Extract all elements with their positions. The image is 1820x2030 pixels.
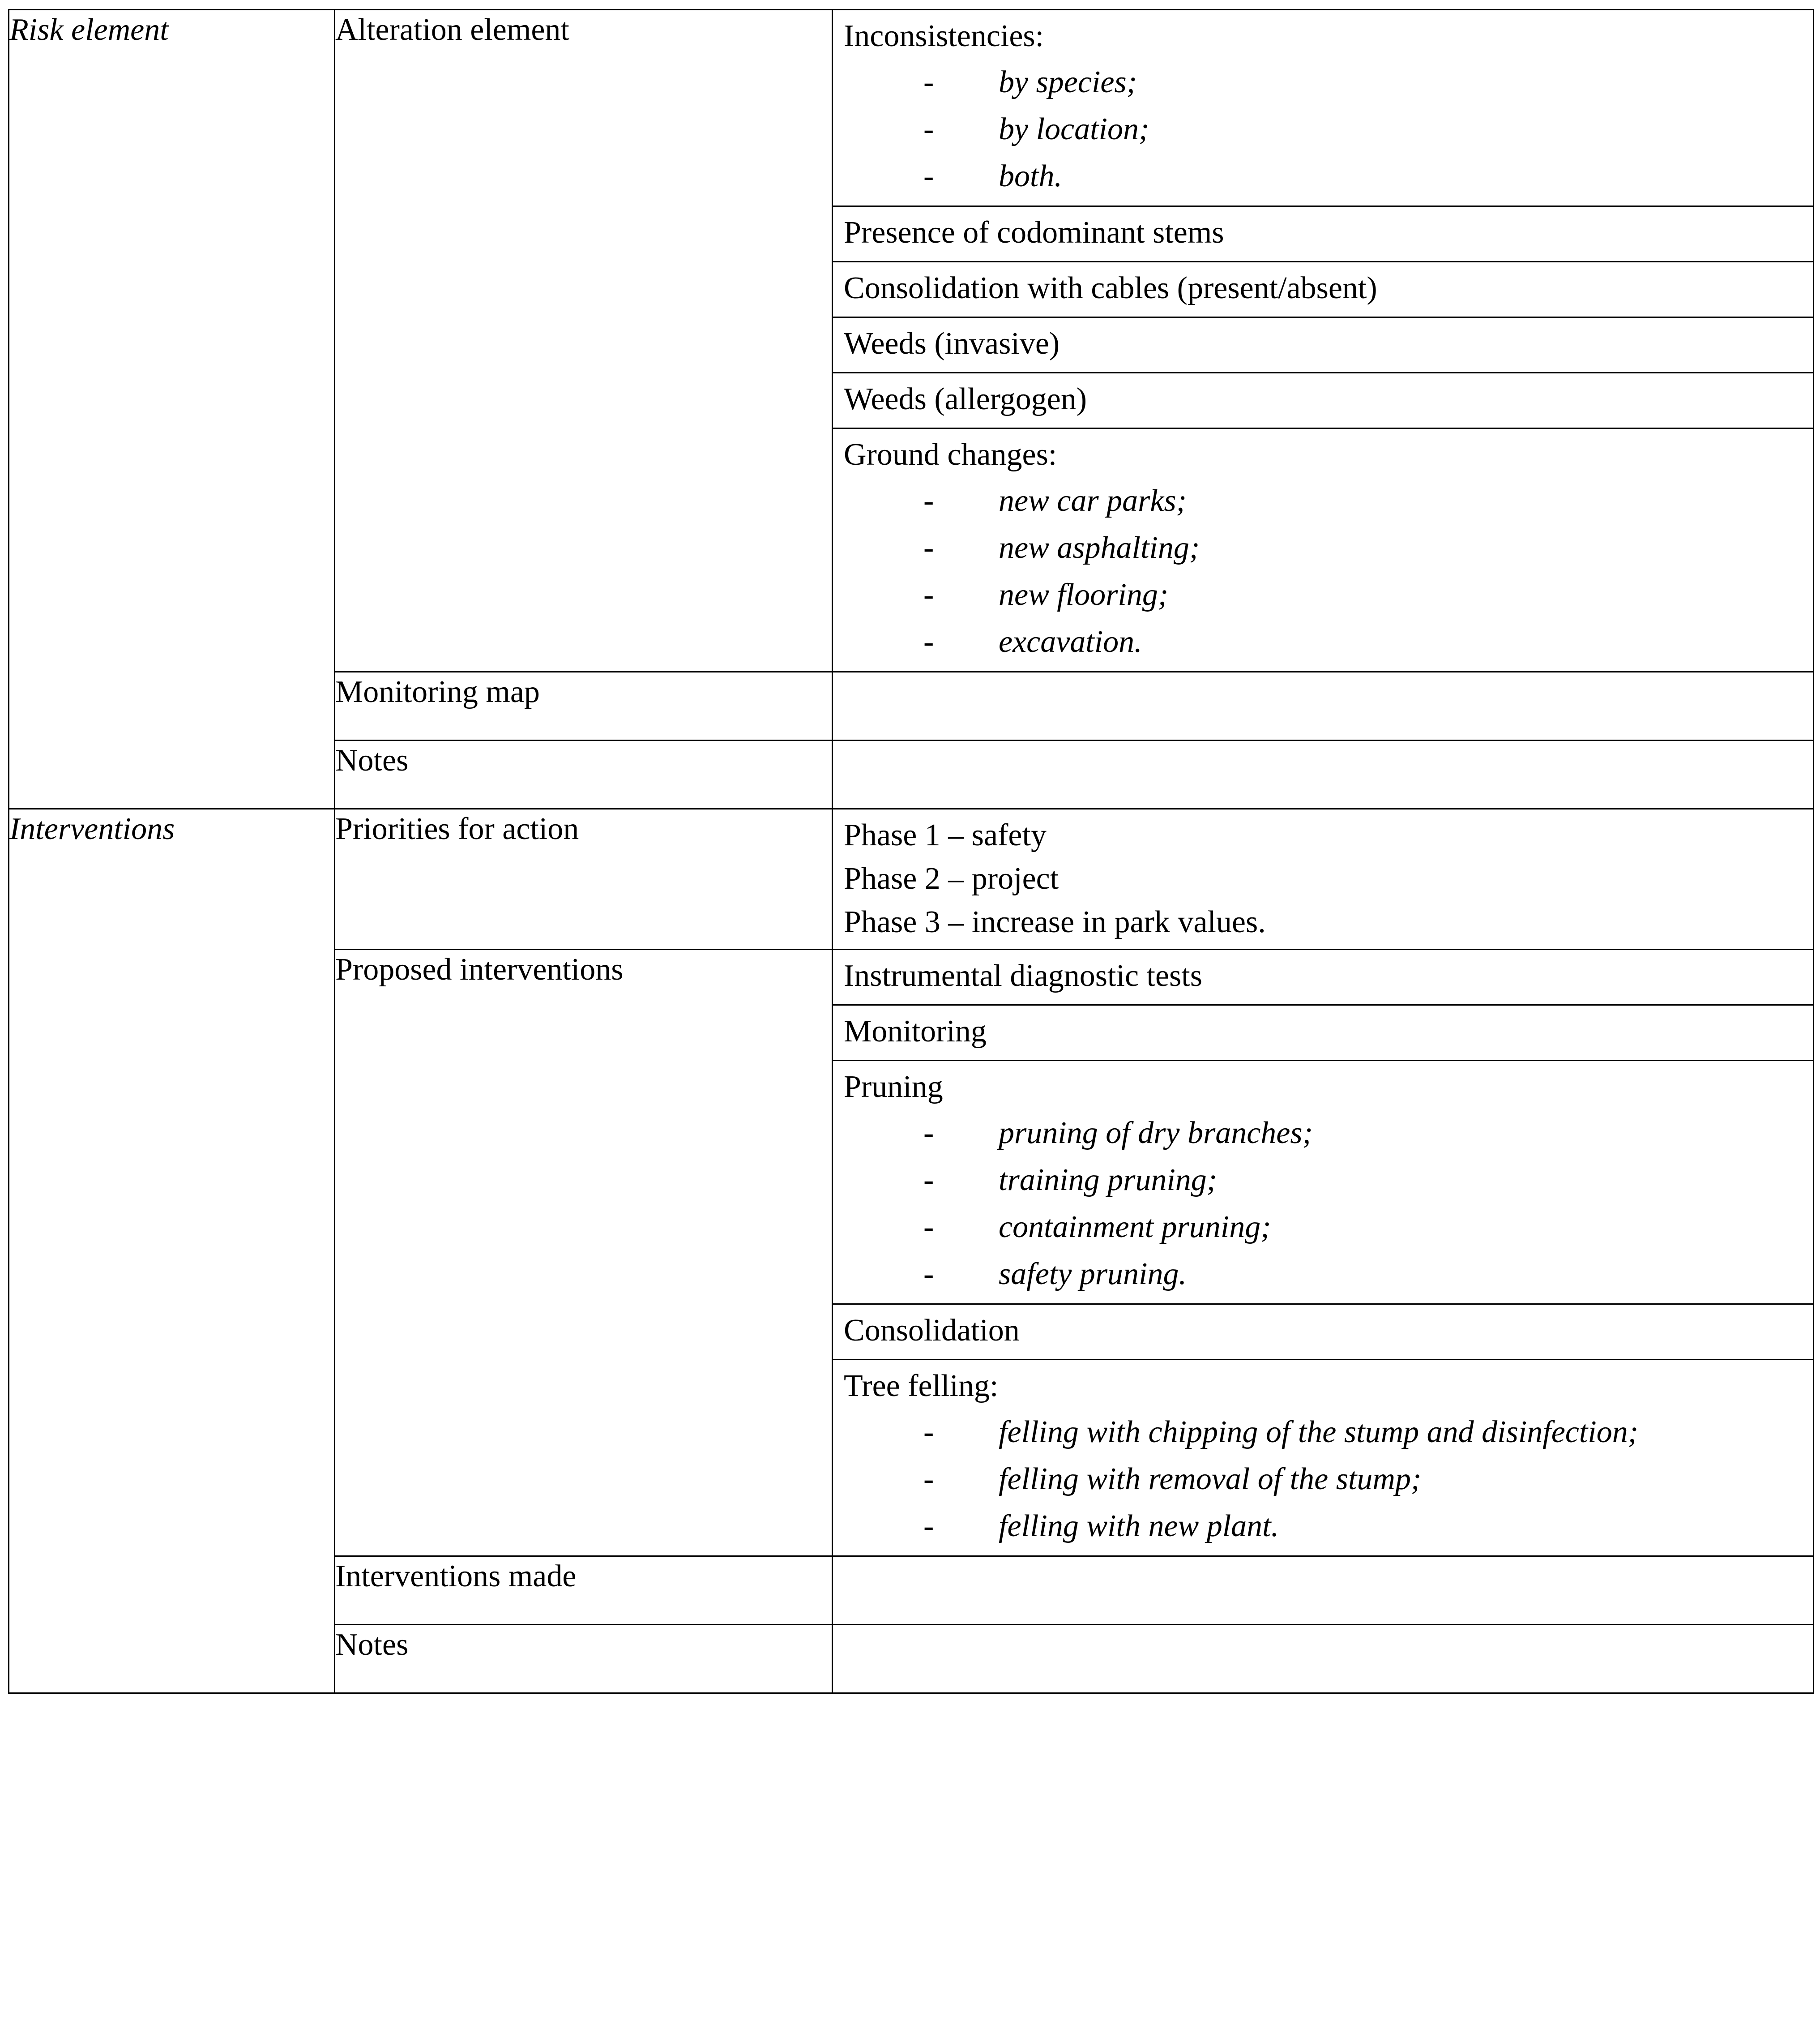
list-item-text: felling with removal of the stump; xyxy=(999,1462,1422,1496)
phase-line: Phase 2 – project xyxy=(844,861,1059,896)
block-title: Ground changes: xyxy=(844,437,1057,472)
block-row-monitoring xyxy=(833,1005,1813,1061)
block-title: Pruning xyxy=(844,1070,943,1104)
block-ground-changes xyxy=(833,429,1813,671)
phase-line: Phase 3 – increase in park values. xyxy=(844,905,1266,939)
list-item-text: safety pruning. xyxy=(999,1257,1187,1291)
field-label-alteration-element: Alteration element xyxy=(335,10,833,672)
dash-marker-icon: - xyxy=(923,578,934,612)
block-row-codominant-stems xyxy=(833,206,1813,262)
list-item-text: by species; xyxy=(999,65,1137,99)
dash-marker-icon: - xyxy=(923,112,934,146)
category-label-interventions: Interventions xyxy=(9,809,335,1693)
list-item xyxy=(844,1254,1805,1294)
value-cell-priorities-for-action xyxy=(833,809,1814,950)
field-label-monitoring-map: Monitoring map xyxy=(335,672,833,741)
list-item-text: felling with chipping of the stump and disinfection; xyxy=(999,1415,1639,1449)
block-weeds-allergogen xyxy=(833,373,1813,428)
block-title: Presence of codominant stems xyxy=(844,215,1224,250)
list-item-text: new asphalting; xyxy=(999,531,1200,565)
dash-marker-icon: - xyxy=(923,1210,934,1244)
value-cell-proposed-interventions xyxy=(833,950,1814,1556)
field-label-proposed-interventions: Proposed interventions xyxy=(335,950,833,1556)
value-cell-notes-risk[interactable] xyxy=(833,741,1814,809)
dash-marker-icon: - xyxy=(923,1462,934,1496)
bullet-list-tree-felling xyxy=(844,1412,1805,1546)
block-tree-felling xyxy=(833,1360,1813,1555)
list-item-text: excavation. xyxy=(999,625,1142,659)
block-row-ground-changes xyxy=(833,428,1813,672)
list-item xyxy=(844,527,1805,568)
list-item-text: both. xyxy=(999,159,1062,193)
dash-marker-icon: - xyxy=(923,531,934,565)
list-item xyxy=(844,1506,1805,1546)
block-inconsistencies xyxy=(833,10,1813,206)
value-cell-interventions-made[interactable] xyxy=(833,1556,1814,1625)
list-item xyxy=(844,109,1805,150)
list-item xyxy=(844,480,1805,521)
field-label-notes-risk: Notes xyxy=(335,741,833,809)
block-consolidation xyxy=(833,1305,1813,1359)
list-item-text: by location; xyxy=(999,112,1149,146)
value-cell-alteration-element xyxy=(833,10,1814,672)
list-item-text: new car parks; xyxy=(999,484,1187,518)
block-instrumental-diagnostic-tests xyxy=(833,950,1813,1004)
bullet-list-ground-changes xyxy=(844,480,1805,662)
list-item xyxy=(844,1412,1805,1452)
dash-marker-icon: - xyxy=(923,159,934,193)
block-row-instrumental-diagnostic-tests xyxy=(833,950,1813,1005)
dash-marker-icon: - xyxy=(923,1257,934,1291)
risk-assessment-table xyxy=(8,9,1814,1694)
block-row-weeds-allergogen xyxy=(833,373,1813,428)
bullet-list-inconsistencies xyxy=(844,62,1805,197)
block-consolidation-cables xyxy=(833,262,1813,317)
dash-marker-icon: - xyxy=(923,1116,934,1150)
block-row-inconsistencies xyxy=(833,10,1813,206)
list-item xyxy=(844,1113,1805,1153)
dash-marker-icon: - xyxy=(923,484,934,518)
field-label-interventions-made: Interventions made xyxy=(335,1556,833,1625)
block-title: Instrumental diagnostic tests xyxy=(844,959,1202,993)
block-row-pruning xyxy=(833,1061,1813,1304)
value-cell-notes-interventions[interactable] xyxy=(833,1625,1814,1693)
block-weeds-invasive xyxy=(833,318,1813,372)
dash-marker-icon: - xyxy=(923,1163,934,1197)
list-item xyxy=(844,574,1805,615)
block-pruning xyxy=(833,1061,1813,1303)
dash-marker-icon: - xyxy=(923,65,934,99)
proposed-interventions-blocks xyxy=(833,950,1813,1555)
table-row xyxy=(9,10,1814,672)
list-item xyxy=(844,1459,1805,1499)
block-title: Tree felling: xyxy=(844,1369,999,1403)
list-item xyxy=(844,621,1805,662)
block-title: Monitoring xyxy=(844,1014,987,1049)
value-cell-monitoring-map[interactable] xyxy=(833,672,1814,741)
block-row-weeds-invasive xyxy=(833,317,1813,373)
phase-line: Phase 1 – safety xyxy=(844,818,1047,852)
list-item-text: new flooring; xyxy=(999,578,1169,612)
block-title: Weeds (allergogen) xyxy=(844,382,1087,416)
block-phases xyxy=(833,809,1813,949)
list-item-text: pruning of dry branches; xyxy=(999,1116,1313,1150)
list-item xyxy=(844,62,1805,103)
list-item-text: containment pruning; xyxy=(999,1210,1271,1244)
list-item-text: felling with new plant. xyxy=(999,1509,1279,1543)
field-label-priorities-for-action: Priorities for action xyxy=(335,809,833,950)
list-item xyxy=(844,1207,1805,1247)
field-label-notes-interventions: Notes xyxy=(335,1625,833,1693)
table-row xyxy=(9,809,1814,950)
list-item xyxy=(844,1160,1805,1200)
bullet-list-pruning xyxy=(844,1113,1805,1294)
list-item xyxy=(844,156,1805,197)
category-label-risk-element: Risk element xyxy=(9,10,335,809)
dash-marker-icon: - xyxy=(923,625,934,659)
block-codominant-stems xyxy=(833,207,1813,261)
list-item-text: training pruning; xyxy=(999,1163,1218,1197)
block-row-tree-felling xyxy=(833,1360,1813,1556)
block-monitoring xyxy=(833,1006,1813,1060)
dash-marker-icon: - xyxy=(923,1509,934,1543)
block-row-consolidation-cables xyxy=(833,262,1813,317)
block-row-consolidation xyxy=(833,1304,1813,1360)
block-title: Consolidation with cables (present/absent) xyxy=(844,271,1377,305)
block-title: Inconsistencies: xyxy=(844,19,1044,53)
block-title: Weeds (invasive) xyxy=(844,326,1060,361)
block-title: Consolidation xyxy=(844,1313,1020,1348)
alteration-element-blocks xyxy=(833,10,1813,671)
dash-marker-icon: - xyxy=(923,1415,934,1449)
